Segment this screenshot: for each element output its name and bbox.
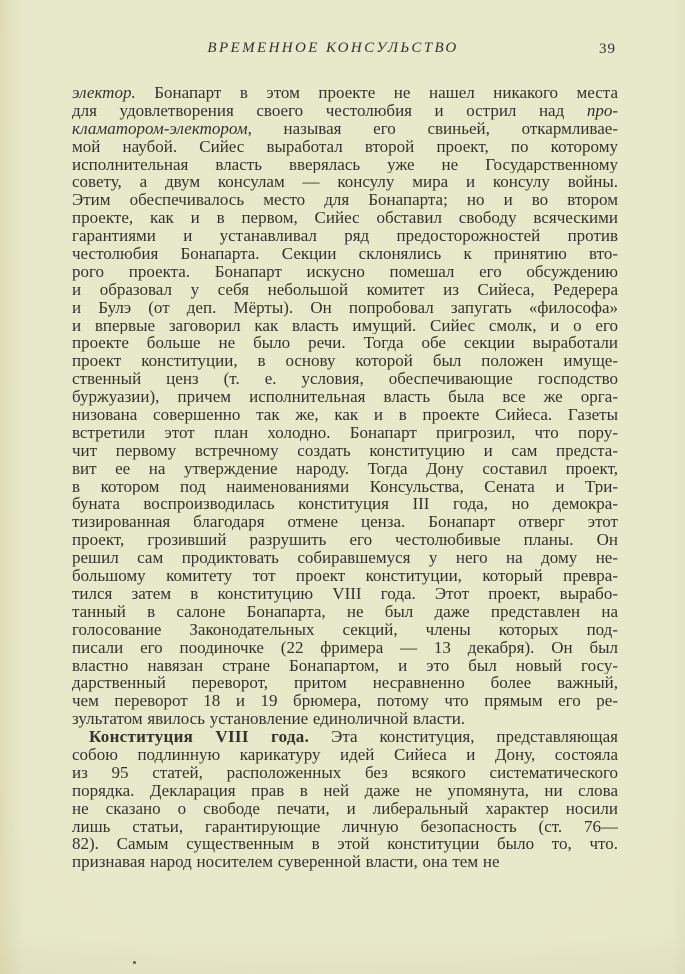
text-line: 82). Самым существенным в этой конституции было то, что. bbox=[72, 835, 618, 854]
text-line: большому комитету тот проект конституции, который превра- bbox=[72, 567, 618, 585]
text-line: и впервые заговорил как власть имущий. Сийес смолк, и о его bbox=[72, 316, 618, 335]
text-line: писали его поодиночке (22 фримера — 13 декабря). Он был bbox=[72, 638, 618, 657]
text-line: Конституция VIII года. Эта конституция, представляющая bbox=[89, 728, 618, 746]
text-line: зультатом явилось установление единоличной власти. bbox=[72, 710, 466, 729]
page-number: 39 bbox=[599, 41, 616, 57]
text-line: совету, а двум консулам — консулу мира и консулу войны. bbox=[72, 173, 618, 192]
paper-speck bbox=[133, 961, 136, 964]
text-line: низована совершенно так же, как и в проекте Сийеса. Газеты bbox=[72, 406, 618, 424]
body-text bbox=[72, 84, 618, 871]
text-line: и Булэ (от деп. Мёрты). Он попробовал запугать «философа» bbox=[72, 298, 618, 317]
text-line: кламатором-электором, называя его свиньей, откармливае- bbox=[72, 119, 618, 138]
text-line: чем переворот 18 и 19 брюмера, потому что прямым его ре- bbox=[72, 692, 618, 711]
text-line: честолюбия Бонапарта. Секции склонялись к принятию вто- bbox=[72, 245, 618, 263]
text-line: в котором под наименованиями Консульства, Сената и Три- bbox=[72, 477, 618, 496]
text-line: дарственный переворот, притом несравненно более важный, bbox=[72, 674, 618, 693]
running-title: ВРЕМЕННОЕ КОНСУЛЬСТВО bbox=[207, 40, 459, 56]
text-line: проект, грозивший разрушить его честолюбивые планы. Он bbox=[72, 531, 618, 550]
text-line: исполнительная власть вверялась уже не Государственному bbox=[72, 155, 618, 174]
text-line: электор. Бонапарт в этом проекте не нашел никакого места bbox=[72, 84, 618, 102]
text-line: решил сам продиктовать собиравшемуся у него на дому не- bbox=[72, 549, 618, 568]
text-line: из 95 статей, расположенных без всякого систематического bbox=[72, 763, 618, 782]
text-line: и образовал у себя небольшой комитет из Сийеса, Редерера bbox=[72, 280, 618, 299]
text-line: проекте, как и в первом, Сийес обставил свободу всяческими bbox=[72, 209, 618, 228]
text-line: чит первому встречному создать конституцию и сам предста- bbox=[72, 441, 618, 460]
text-line: лишь статьи, гарантирующие личную безопасность (ст. 76— bbox=[72, 817, 618, 836]
text-line: признавая народ носителем суверенной власти, она тем не bbox=[72, 853, 500, 872]
text-line: гарантиями и устанавливал ряд предосторожностей против bbox=[72, 227, 618, 246]
text-line: ственный ценз (т. е. условия, обеспечивающие господство bbox=[72, 370, 618, 389]
text-line: не сказано о свободе печати, и либеральный характер носили bbox=[72, 799, 618, 818]
paragraph-continuation bbox=[72, 84, 618, 728]
text-line: вит ее на утверждение народу. Тогда Дону составил проект, bbox=[72, 459, 618, 478]
text-line: проекте больше не было речи. Тогда обе секции выработали bbox=[72, 334, 618, 353]
text-line: встретили этот план холодно. Бонапарт пригрозил, что пору- bbox=[72, 423, 618, 442]
text-line: танный в салоне Бонапарта, не был даже представлен на bbox=[72, 602, 618, 621]
text-line: буржуазии), причем исполнительная власть была все же орга- bbox=[72, 388, 618, 407]
text-line: проект конституции, в основу которой был положен имуще- bbox=[72, 352, 618, 371]
text-line: порядка. Декларация прав в ней даже не упомянута, ни слова bbox=[72, 781, 618, 800]
text-line: голосование Законодательных секций, члены которых под- bbox=[72, 620, 618, 639]
text-line: мой наубой. Сийес выработал второй проект, по которому bbox=[72, 137, 618, 156]
text-line: тизированная благодаря отмене ценза. Бонапарт отверг этот bbox=[72, 513, 618, 532]
text-line: рого проекта. Бонапарт искусно помешал его обсуждению bbox=[72, 262, 618, 281]
text-line: властно навязан стране Бонапартом, и это был новый госу- bbox=[72, 656, 618, 675]
paragraph-constitution-viii bbox=[72, 728, 618, 871]
page-header bbox=[72, 40, 618, 60]
text-line: для удовлетворения своего честолюбия и острил над про- bbox=[72, 101, 618, 120]
text-line: буната воспроизводилась конституция III года, но демокра- bbox=[72, 495, 618, 514]
text-line: собою подлинную карикатуру идей Сийеса и Дону, состояла bbox=[72, 745, 618, 764]
text-line: тился затем в конституцию VIII года. Этот проект, вырабо- bbox=[72, 584, 618, 603]
text-line: Этим обеспечивалось место для Бонапарта; но и во втором bbox=[72, 191, 618, 210]
